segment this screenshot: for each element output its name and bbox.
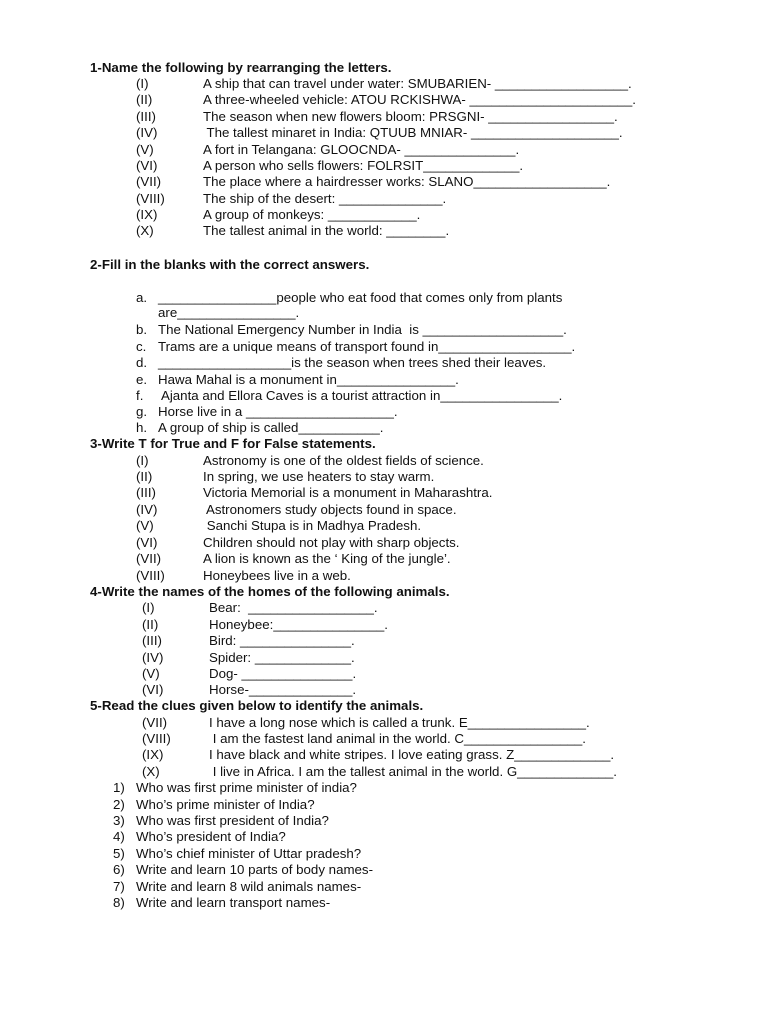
question-text: Write and learn transport names- [136, 895, 331, 910]
s4-item-text: Bear: _________________. [209, 600, 378, 615]
s1-item-text: A person who sells flowers: FOLRSIT_____________. [203, 158, 524, 173]
s1-item-num: (VII) [136, 174, 162, 189]
s1-item-num: (X) [136, 223, 154, 238]
s4-item-num: (VI) [142, 682, 164, 697]
question-num: 7) [113, 879, 125, 894]
question-num: 4) [113, 829, 125, 844]
s3-item-num: (IV) [136, 502, 158, 517]
s3-item-text: In spring, we use heaters to stay warm. [203, 469, 435, 484]
s3-item-num: (VIII) [136, 568, 165, 583]
s5-item-num: (IX) [142, 747, 164, 762]
s3-item-num: (VI) [136, 535, 158, 550]
s2-item-text: __________________is the season when trees shed their leaves. [158, 355, 547, 370]
question-text: Write and learn 10 parts of body names- [136, 862, 374, 877]
s3-item-text: Astronomers study objects found in space. [203, 502, 457, 517]
s2-item-letter: e. [136, 372, 148, 387]
s1-item-num: (VI) [136, 158, 158, 173]
s1-item-num: (VIII) [136, 191, 165, 206]
s5-item-text: I am the fastest land animal in the world. C________________. [209, 731, 586, 746]
s3-item-num: (III) [136, 485, 156, 500]
s2-item-letter: f. [136, 388, 144, 403]
s2-item-text: ________________people who eat food that comes only from plants [158, 290, 563, 305]
question-text: Write and learn 8 wild animals names- [136, 879, 362, 894]
s2-item-letter: h. [136, 420, 148, 435]
section1-heading: 1-Name the following by rearranging the letters. [90, 60, 392, 75]
s4-item-num: (III) [142, 633, 162, 648]
s1-item-text: The season when new flowers bloom: PRSGNI- _________________. [203, 109, 618, 124]
s1-item-num: (II) [136, 92, 153, 107]
s2-item-text: Trams are a unique means of transport found in__________________. [158, 339, 576, 354]
s3-item-text: Astronomy is one of the oldest fields of science. [203, 453, 484, 468]
s4-item-num: (II) [142, 617, 159, 632]
s1-item-text: A three-wheeled vehicle: ATOU RCKISHWA- ______________________. [203, 92, 636, 107]
s3-item-num: (V) [136, 518, 154, 533]
s3-item-num: (I) [136, 453, 149, 468]
s2-item-letter: a. [136, 290, 148, 305]
question-num: 2) [113, 797, 125, 812]
s2-item-text: Horse live in a ____________________. [158, 404, 398, 419]
s4-item-text: Spider: _____________. [209, 650, 355, 665]
question-num: 3) [113, 813, 125, 828]
s2-item-letter: c. [136, 339, 147, 354]
s5-item-num: (VII) [142, 715, 168, 730]
s2-item-text: Hawa Mahal is a monument in________________. [158, 372, 459, 387]
s4-item-num: (IV) [142, 650, 164, 665]
s1-item-num: (III) [136, 109, 156, 124]
s3-item-text: Children should not play with sharp objects. [203, 535, 460, 550]
s1-item-text: A group of monkeys: ____________. [203, 207, 421, 222]
question-text: Who’s prime minister of India? [136, 797, 315, 812]
s3-item-num: (II) [136, 469, 153, 484]
s4-item-text: Dog- _______________. [209, 666, 357, 681]
s2-item-text: are________________. [158, 305, 300, 320]
s1-item-text: The place where a hairdresser works: SLANO__________________. [203, 174, 611, 189]
question-num: 1) [113, 780, 125, 795]
question-text: Who was first president of India? [136, 813, 329, 828]
s2-item-text: Ajanta and Ellora Caves is a tourist attraction in________________. [158, 388, 563, 403]
s1-item-text: A ship that can travel under water: SMUBARIEN- __________________. [203, 76, 632, 91]
s1-item-num: (I) [136, 76, 149, 91]
s3-item-text: A lion is known as the ‘ King of the jungle’. [203, 551, 451, 566]
s4-item-num: (V) [142, 666, 160, 681]
s1-item-text: A fort in Telangana: GLOOCNDA- _______________. [203, 142, 520, 157]
section4-heading: 4-Write the names of the homes of the following animals. [90, 584, 450, 599]
s5-item-num: (X) [142, 764, 160, 779]
s3-item-text: Victoria Memorial is a monument in Maharashtra. [203, 485, 493, 500]
question-num: 6) [113, 862, 125, 877]
question-text: Who’s president of India? [136, 829, 286, 844]
question-text: Who’s chief minister of Uttar pradesh? [136, 846, 362, 861]
question-num: 5) [113, 846, 125, 861]
s1-item-num: (V) [136, 142, 154, 157]
section3-heading: 3-Write T for True and F for False statements. [90, 436, 376, 451]
section2-heading: 2-Fill in the blanks with the correct answers. [90, 257, 370, 272]
s5-item-text: I have a long nose which is called a trunk. E________________. [209, 715, 590, 730]
s4-item-text: Horse-______________. [209, 682, 357, 697]
s3-item-text: Honeybees live in a web. [203, 568, 351, 583]
s3-item-text: Sanchi Stupa is in Madhya Pradesh. [203, 518, 422, 533]
s5-item-text: I live in Africa. I am the tallest animal in the world. G_____________. [209, 764, 618, 779]
s5-item-text: I have black and white stripes. I love eating grass. Z_____________. [209, 747, 615, 762]
s2-item-text: A group of ship is called___________. [158, 420, 384, 435]
s4-item-text: Honeybee:_______________. [209, 617, 388, 632]
s2-item-letter: b. [136, 322, 148, 337]
s4-item-num: (I) [142, 600, 155, 615]
s1-item-text: The ship of the desert: ______________. [203, 191, 447, 206]
question-num: 8) [113, 895, 125, 910]
s3-item-num: (VII) [136, 551, 162, 566]
s2-item-text: The National Emergency Number in India is ___________________. [158, 322, 567, 337]
s1-item-num: (IX) [136, 207, 158, 222]
s2-item-letter: d. [136, 355, 148, 370]
s1-item-text: The tallest animal in the world: ________. [203, 223, 450, 238]
s4-item-text: Bird: _______________. [209, 633, 355, 648]
section5-heading: 5-Read the clues given below to identify the animals. [90, 698, 424, 713]
s1-item-text: The tallest minaret in India: QTUUB MNIAR- ____________________. [203, 125, 623, 140]
s1-item-num: (IV) [136, 125, 158, 140]
s2-item-letter: g. [136, 404, 148, 419]
s5-item-num: (VIII) [142, 731, 171, 746]
question-text: Who was first prime minister of india? [136, 780, 357, 795]
